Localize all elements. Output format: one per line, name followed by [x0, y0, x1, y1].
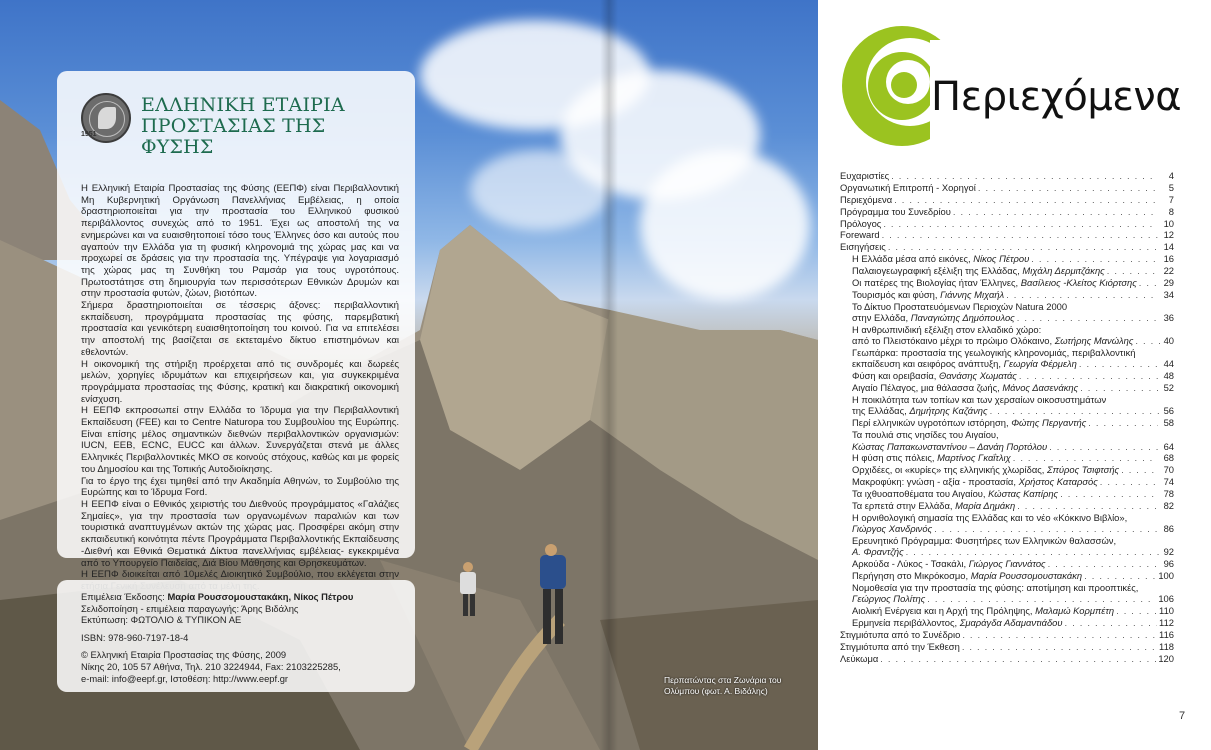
- paper-title: της Ελλάδας,: [852, 405, 910, 417]
- toc-entry[interactable]: [840, 653, 1174, 664]
- contents-page: [818, 0, 1211, 750]
- paper-author: Θανάσης Χωματάς: [939, 370, 1017, 382]
- toc-paper[interactable]: [840, 289, 1174, 300]
- toc-paper[interactable]: [840, 324, 1174, 347]
- paper-title: Τα ερπετά στην Ελλάδα,: [852, 499, 956, 511]
- organization-name: [141, 95, 399, 158]
- paper-title-line1: Το Δίκτυο Προστατευόμενων Περιοχών Natura 2000: [852, 300, 1068, 312]
- toc-label: Στιγμιότυπα από την Έκθεση: [840, 640, 960, 652]
- toc-page: 112: [1159, 617, 1174, 629]
- toc-label: Εισηγήσεις: [840, 241, 886, 253]
- toc-page: 86: [1163, 523, 1174, 535]
- paper-title: Παλαιογεωγραφική εξέλιξη της Ελλάδας,: [852, 265, 1023, 277]
- toc-page: 29: [1163, 277, 1174, 289]
- paper-author: Νίκος Πέτρου: [973, 253, 1030, 265]
- toc-page: 48: [1163, 370, 1174, 382]
- about-paragraph: Η ΕΕΠΦ διοικείται από 10μελές Διοικητικό Συμβούλιο, που εκλέγεται στην: [81, 569, 399, 581]
- toc-page: 120: [1158, 652, 1174, 664]
- about-paragraph: Σήμερα δραστηριοποιείται σε τέσσερις άξονες: περιβαλλοντική εκπαίδευση, προγράμματα προστασίας της φύσης, παρεμβατική προστασία και γενικότερη ευαισθητοποίηση του κοινού. Για να επιτελέσει την αποστολή της βασίζεται σε εκτεταμένο δίκτυο επιστημόνων και εθελοντών.: [81, 300, 399, 358]
- toc-entry[interactable]: [840, 218, 1174, 229]
- toc-paper[interactable]: [840, 582, 1174, 605]
- paper-author: Φώτης Περγαντής: [1011, 417, 1087, 429]
- paper-title: Περήγηση στο Μικρόκοσμο,: [852, 570, 971, 582]
- toc-page: 5: [1168, 181, 1174, 193]
- toc-page: 82: [1163, 499, 1174, 511]
- toc-paper[interactable]: [840, 605, 1174, 616]
- toc-page: 110: [1159, 605, 1174, 617]
- toc-label: Περιεχόμενα: [840, 193, 893, 205]
- paper-author: Δημήτρης Καζάνης: [909, 405, 988, 417]
- toc-label: Στιγμιότυπα από το Συνέδριο: [840, 628, 961, 640]
- toc-entry[interactable]: [840, 629, 1174, 640]
- about-paragraph: Η οικονομική της στήριξη προέρχεται από τις συνδρομές και δωρεές μελών, χορηγίες ιδρυμάτων και επιχειρήσεων και, για συγκεκριμένα προγράμματα προστασίας της Φύσης, κρατική και διακρατική οικονομική ενίσχυση.: [81, 358, 399, 405]
- toc-paper[interactable]: [840, 429, 1174, 452]
- paper-title-line1: Η ανθρωπινιδική εξέλιξη στον ελλαδικό χώρο:: [852, 323, 1042, 335]
- toc-paper[interactable]: [840, 253, 1174, 264]
- page-number: 7: [1179, 710, 1186, 722]
- toc-page: 36: [1163, 312, 1174, 324]
- paper-title-line1: Νομοθεσία για την προστασία της φύσης: αποτίμηση και προοπτικές,: [852, 582, 1139, 594]
- paper-title: Περί ελληνικών υγροτόπων ιστόρηση,: [852, 417, 1012, 429]
- paper-title-line1: Η ποικιλότητα των τοπίων και των χερσαίων οικοσυστημάτων: [852, 394, 1107, 406]
- paper-title: Αιγαίο Πέλαγος, μια θάλασσα ζωής,: [852, 382, 1003, 394]
- paper-author: Σμαράγδα Αδαμαντιάδου: [959, 617, 1063, 629]
- toc-page: 106: [1158, 593, 1174, 605]
- organization-panel: [57, 71, 415, 581]
- toc-page: 44: [1163, 358, 1174, 370]
- printing-credit: Εκτύπωση: ΦΩΤΟΛΙΟ & ΤΥΠΙΚΟΝ ΑΕ: [81, 614, 242, 626]
- paper-title: Μακροφύκη: γνώση - αξία - προστασία,: [852, 476, 1019, 488]
- toc-paper[interactable]: [840, 570, 1174, 581]
- paper-author: Χρήστος Καταρσός: [1018, 476, 1098, 488]
- organization-name-line2: ΠΡΟΣΤΑΣΙΑΣ ΤΗΣ ΦΥΣΗΣ: [141, 115, 326, 158]
- editors-line: [81, 591, 399, 603]
- paper-author: Μαρτίνος Γκαΐτλιχ: [937, 452, 1011, 464]
- editors-label: Επιμέλεια Έκδοσης:: [81, 591, 168, 602]
- toc-entry[interactable]: [840, 241, 1174, 252]
- paper-author: Γεώργιος Πολίτης: [852, 593, 926, 605]
- paper-title: Η Ελλάδα μέσα από εικόνες,: [852, 253, 974, 265]
- toc-label: Πρόλογος: [840, 217, 882, 229]
- toc-page: 7: [1168, 193, 1174, 205]
- toc-page: 100: [1158, 570, 1174, 582]
- paper-author: Παναγιώτης Δημόπουλος: [910, 312, 1015, 324]
- toc-entry[interactable]: [840, 182, 1174, 193]
- toc-page: 96: [1163, 558, 1174, 570]
- toc-paper[interactable]: [840, 464, 1174, 475]
- contents-title: Περιεχόμενα: [931, 74, 1182, 120]
- layout-credit: Σελιδοποίηση - επιμέλεια παραγωγής: Άρης Βιδάλης: [81, 602, 299, 614]
- paper-author: Γεωργία Φέρμελη: [1003, 358, 1077, 370]
- paper-title: εκπαίδευση και αειφόρος ανάπτυξη,: [852, 358, 1004, 370]
- paper-author: Γιάννης Μιχαήλ: [940, 288, 1005, 300]
- toc-page: 4: [1168, 170, 1174, 181]
- paper-title: Τα ιχθυοαποθέματα του Αιγαίου,: [852, 488, 989, 500]
- toc-entry[interactable]: [840, 641, 1174, 652]
- table-of-contents: [840, 170, 1174, 665]
- paper-title: Τουρισμός και φύση,: [852, 288, 941, 300]
- toc-page: 16: [1163, 253, 1174, 265]
- paper-author: Μάνος Δασενάκης: [1002, 382, 1079, 394]
- toc-page: 34: [1163, 288, 1174, 300]
- toc-paper[interactable]: [840, 512, 1174, 535]
- toc-paper[interactable]: [840, 488, 1174, 499]
- paper-author: Κώστας Καπίρης: [988, 488, 1059, 500]
- paper-title-line1: Ερευνητικό Πρόγραμμα: Φυσητήρες των Ελληνικών θαλασσών,: [852, 535, 1117, 547]
- paper-title-line1: Γεωπάρκα: προστασία της γεωλογικής κληρονομιάς, περιβαλλοντική: [852, 347, 1136, 359]
- about-paragraph: Για το έργο της έχει τιμηθεί από την Ακαδημία Αθηνών, το Συμβούλιο της Ευρώπης και το Ίδρυμα Ford.: [81, 475, 399, 499]
- paper-author: Μιχάλη Δερμιτζάκης: [1022, 265, 1105, 277]
- paper-title: Η φύση στις πόλεις,: [852, 452, 938, 464]
- toc-paper[interactable]: [840, 394, 1174, 417]
- toc-page: 70: [1163, 464, 1174, 476]
- toc-entry[interactable]: [840, 170, 1174, 181]
- toc-page: 92: [1163, 546, 1174, 558]
- page-spine: [600, 0, 618, 750]
- organization-header: [81, 89, 399, 169]
- paper-author: Σπύρος Τσιφτσής: [1046, 464, 1120, 476]
- paper-author: Μαλαμώ Κορμπέτη: [1035, 605, 1115, 617]
- paper-title: στην Ελλάδα,: [852, 312, 911, 324]
- toc-label: Λεύκωμα: [840, 652, 879, 664]
- paper-author: Μαρία Δημάκη: [955, 499, 1016, 511]
- paper-title: από το Πλειστόκαινο μέχρι το πρώιμο Ολόκαινο,: [852, 335, 1055, 347]
- editors-names: Μαρία Ρουσσομουστακάκη, Νίκος Πέτρου: [167, 591, 354, 602]
- toc-entry[interactable]: [840, 229, 1174, 240]
- toc-page: 8: [1168, 205, 1174, 217]
- paper-title: Ερμηνεία περιβάλλοντος,: [852, 617, 960, 629]
- paper-author: Γιώργος Χανδρινός: [852, 523, 933, 535]
- toc-page: 78: [1163, 488, 1174, 500]
- toc-paper[interactable]: [840, 301, 1174, 324]
- toc-page: 64: [1163, 440, 1174, 452]
- paper-title: Οι πατέρες της Βιολογίας ήταν Έλληνες,: [852, 277, 1021, 289]
- contact-info: e-mail: info@eepf.gr, Ιστοθέση: http://www.eepf.gr: [81, 672, 289, 684]
- toc-paper[interactable]: [840, 370, 1174, 381]
- paper-author: Γιώργος Γιαννάτος: [968, 558, 1046, 570]
- toc-page: 14: [1163, 241, 1174, 253]
- toc-label: Οργανωτική Επιτροπή - Χορηγοί: [840, 181, 976, 193]
- paper-author: Α. Φραντζής: [852, 546, 904, 558]
- seal-year: 1951: [81, 131, 97, 138]
- copyright: © Ελληνική Εταιρία Προστασίας της Φύσης, 2009: [81, 649, 287, 661]
- paper-title: Αιολική Ενέργεια και η Αρχή της Πρόληψης,: [852, 605, 1036, 617]
- toc-label: Foreward: [840, 229, 880, 241]
- about-paragraph: Η Ελληνική Εταιρία Προστασίας της Φύσης (ΕΕΠΦ) είναι Περιβαλλοντική Μη Κυβερνητική Οργάνωση Πανελλήνιας Εμβέλειας, η οποία δραστηριοποιείται για την προστασία του Ελληνικού φυσικού περιβάλλοντος συνεχώς από το 1951. Έχει ως αποστολή της να ενημερώνει και να ευαισθητοποιεί τόσο τους Έλληνες όσο και αυτούς που αγαπούν την Ελλάδα για τη φυσική κληρονομιά της χώρας μας και να προχωρεί σε δράσεις για την προστασία της. Υπέγραψε για λογαριασμό της χώρας μας τη Συνθήκη του Ραμσάρ για τους υγροτόπους. Πρωτοστάτησε στη δημιουργία των περισσότερων Εθνικών Δρυμών και στην προστασία φυτών, ζώων, βιοτόπων.: [81, 183, 399, 300]
- organization-about: [81, 183, 399, 593]
- toc-label: Πρόγραμμα του Συνεδρίου: [840, 205, 951, 217]
- toc-paper[interactable]: [840, 617, 1174, 628]
- toc-page: 58: [1163, 417, 1174, 429]
- paper-author: Κώστας Παπακωνσταντίνου – Δανάη Πορτόλου: [852, 440, 1048, 452]
- toc-paper[interactable]: [840, 382, 1174, 393]
- toc-paper[interactable]: [840, 347, 1174, 370]
- toc-page: 10: [1163, 217, 1174, 229]
- toc-paper[interactable]: [840, 500, 1174, 511]
- toc-page: 40: [1163, 335, 1174, 347]
- toc-page: 68: [1163, 452, 1174, 464]
- toc-page: 74: [1163, 476, 1174, 488]
- toc-page: 52: [1163, 382, 1174, 394]
- organization-name-line1: ΕΛΛΗΝΙΚΗ ΕΤΑΙΡΙΑ: [141, 94, 345, 116]
- paper-author: Σωτήρης Μανώλης: [1054, 335, 1134, 347]
- address: Νίκης 20, 105 57 Αθήνα, Τηλ. 210 3224944, Fax: 2103225285,: [81, 660, 341, 672]
- toc-page: 22: [1163, 265, 1174, 277]
- credits-panel: [57, 580, 415, 692]
- toc-page: 116: [1159, 628, 1174, 640]
- toc-paper[interactable]: [840, 476, 1174, 487]
- paper-title-line1: Τα πουλιά στις νησίδες του Αιγαίου,: [852, 429, 999, 441]
- paper-title-line1: Η ορνιθολογική σημασία της Ελλάδας και το νέο «Κόκκινο Βιβλίο»,: [852, 511, 1128, 523]
- toc-paper[interactable]: [840, 265, 1174, 276]
- paper-title: Φύση και ορειβασία,: [852, 370, 940, 382]
- paper-title: Αρκούδα - Λύκος - Τσακάλι,: [852, 558, 969, 570]
- paper-author: Βασίλειος -Κλείτος Κιόρτσης: [1020, 277, 1137, 289]
- toc-paper[interactable]: [840, 452, 1174, 463]
- toc-entry[interactable]: [840, 194, 1174, 205]
- paper-title: Ορχιδέες, οι «κυρίες» της ελληνικής χλωρίδας,: [852, 464, 1047, 476]
- toc-paper[interactable]: [840, 535, 1174, 558]
- about-paragraph: Η ΕΕΠΦ είναι ο Εθνικός χειριστής του Διεθνούς προγράμματος «Γαλάζιες Σημαίες», για την προστασία των οργανωμένων παραλιών και των τουριστικά αναπτυγμένων ακτών της χώρας μας. Προσφέρει ακόμη στην εκπαιδευτική κοινότητα πέντε Προγράμματα Περιβαλλοντικής Εκπαίδευσης -Διεθνή και Εθνικά Θεματικά Δίκτυα πανελλήνιας εμβέλειας- εγκεκριμένα από το Υπουργείο Παιδείας, Διά Βίου Μάθησης και Θρησκευμάτων.: [81, 498, 399, 569]
- toc-paper[interactable]: [840, 558, 1174, 569]
- toc-page: 12: [1163, 229, 1174, 241]
- toc-paper[interactable]: [840, 417, 1174, 428]
- photo-caption: Περπατώντας στα Ζωνάρια του Ολύμπου (φωτ. Α. Βιδάλης): [664, 675, 782, 696]
- toc-page: 56: [1163, 405, 1174, 417]
- toc-entry[interactable]: [840, 206, 1174, 217]
- toc-label: Ευχαριστίες: [840, 170, 890, 181]
- about-paragraph: Η ΕΕΠΦ εκπροσωπεί στην Ελλάδα το Ίδρυμα για την Περιβαλλοντική Εκπαίδευση (FEE) και το Centre Naturopa του Συμβουλίου της Ευρώπης. Είναι επίσης μέλος σημαντικών διεθνών περιβαλλοντικών οργανισμών: IUCN, EEB, ECNC, EUCC και άλλων. Συνεργάζεται στενά με άλλες Ελληνικές Περιβαλλοντικές ΜΚΟ σε κοινούς στόχους, καθώς και με φορείς του Δημοσίου και της Τοπικής Αυτοδιοίκησης.: [81, 405, 399, 475]
- paper-author: Μαρία Ρουσσομουστακάκη: [970, 570, 1083, 582]
- isbn: ISBN: 978-960-7197-18-4: [81, 631, 189, 643]
- toc-paper[interactable]: [840, 277, 1174, 288]
- toc-page: 118: [1159, 640, 1174, 652]
